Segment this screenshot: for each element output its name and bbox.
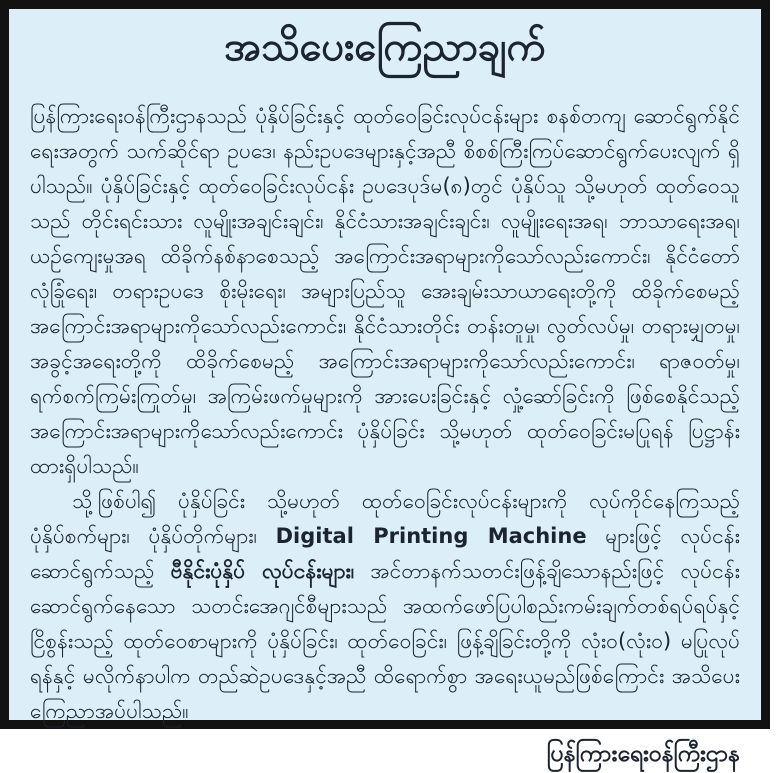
document-body [9,73,761,729]
paragraph-warning [30,484,740,729]
paragraph-warning-text-1: သို့ဖြစ်ပါ၍ ပုံနှိပ်ခြင်း သို့မဟုတ် ထုတ်ဝေခြင်းလုပ်ငန်းများကို လုပ်ကိုင်နေကြသည့် ပုံနှိပ်စက်များ၊ ပုံနှိပ်တိုက်များ၊ [30,489,740,548]
vinyl-printing-businesses-emphasis: ဗီနိုင်းပုံနှိပ် လုပ်ငန်းများ၊ [170,559,355,583]
signature-ministry-of-information: ပြန်ကြားရေးဝန်ကြီးဌာန [546,741,740,767]
paragraph-warning-text-2: များဖြင့် လုပ်ငန်းဆောင်ရွက်သည့် [30,524,740,583]
document-title: အသိပေးကြေညာချက် [224,24,546,70]
paragraph-legal-basis: ပြန်ကြားရေးဝန်ကြီးဌာနသည် ပုံနှိပ်ခြင်းနှင့် ထုတ်ဝေခြင်းလုပ်ငန်းများ စနစ်တကျ ဆောင်ရွက်နိုင်ရေးအတွက် သက်ဆိုင်ရာ ဥပဒေ၊ နည်းဥပဒေများနှင့်အညီ စိစစ်ကြီးကြပ်ဆောင်ရွက်ပေးလျက် ရှိပါသည်။ ပုံနှိပ်ခြင်းနှင့် ထုတ်ဝေခြင်းလုပ်ငန်း ဥပဒေပုဒ်မ(၈)တွင် ပုံနှိပ်သူ သို့မဟုတ် ထုတ်ဝေသူသည် တိုင်းရင်းသား လူမျိုးအချင်းချင်း၊ နိုင်ငံသားအချင်းချင်း၊ လူမျိုးရေးအရ၊ ဘာသာရေးအရ၊ ယဉ်ကျေးမှုအရ ထိခိုက်နစ်နာစေသည့် အကြောင်းအရာများကိုသော်လည်းကောင်း၊ နိုင်ငံတော် လုံခြုံရေး၊ တရားဥပဒေ စိုးမိုးရေး၊ အများပြည်သူ အေးချမ်းသာယာရေးတို့ကို ထိခိုက်စေမည့် အကြောင်းအရာများကိုသော်လည်းကောင်း၊ နိုင်ငံသားတိုင်း တန်းတူမှု၊ လွတ်လပ်မှု၊ တရားမျှတမှု၊ အခွင့်အရေးတို့ကို ထိခိုက်စေမည့် အကြောင်းအရာများကိုသော်လည်းကောင်း၊ ရာဇဝတ်မှု၊ ရက်စက်ကြမ်းကြုတ်မှု၊ အကြမ်းဖက်မှုများကို အားပေးခြင်းနှင့် လှုံ့ဆော်ခြင်းကို ဖြစ်စေနိုင်သည့် အကြောင်းအရာများကိုသော်လည်းကောင်း ပုံနှိပ်ခြင်း သို့မဟုတ် ထုတ်ဝေခြင်းမပြုရန် ပြဋ္ဌာန်းထားရှိပါသည်။ [30,104,740,478]
digital-printing-machine-emphasis: Digital Printing Machine [275,524,587,548]
paragraph-warning-text-3: အင်တာနက်သတင်းဖြန့်ချိသောနည်းဖြင့် လုပ်ငန်းဆောင်ရွက်နေသော သတင်းအေဂျင်စီများသည် အထက်ဖော်ပြပါစည်းကမ်းချက်တစ်ရပ်ရပ်နှင့် ငြိစွန်းသည့် ထုတ်ဝေစာများကို ပုံနှိပ်ခြင်း၊ ထုတ်ဝေခြင်း၊ ဖြန့်ချိခြင်းတို့ကို လုံးဝ(လုံးဝ) မပြုလုပ်ရန်နှင့် မလိုက်နာပါက တည်ဆဲဥပဒေနှင့်အညီ ထိရောက်စွာ အရေးယူမည်ဖြစ်ကြောင်း အသိပေးကြေညာအပ်ပါသည်။ [30,559,740,723]
